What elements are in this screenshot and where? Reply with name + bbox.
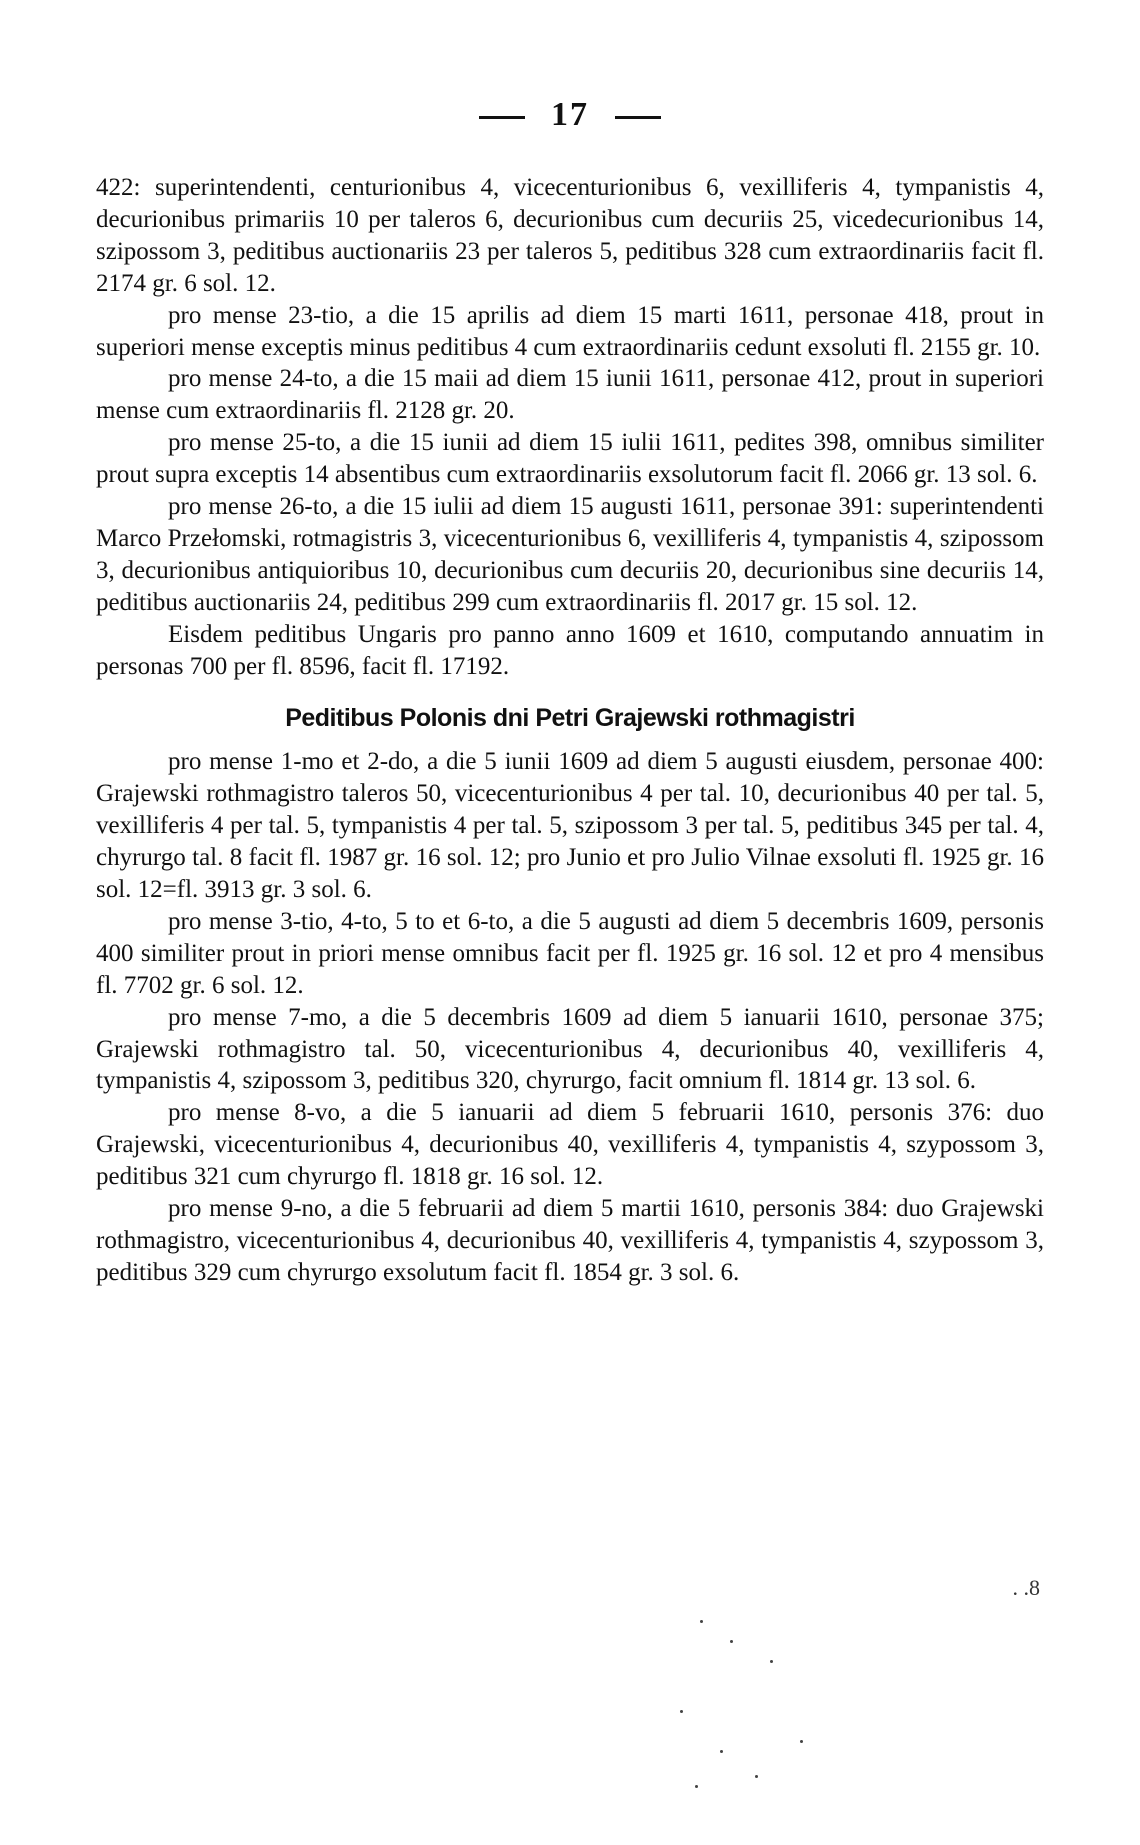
section-heading: Peditibus Polonis dni Petri Grajewski rothmagistri xyxy=(285,703,855,732)
paragraph: pro mense 3-tio, 4-to, 5 to et 6-to, a die 5 augusti ad diem 5 decembris 1609, personis 400 similiter prout in priori mense omnibus facit per fl. 1925 gr. 16 sol. 12 et pro 4 mensibus fl. 7702 gr. 6 sol. 12. xyxy=(96,907,1044,999)
folio-dash-right xyxy=(615,116,661,119)
folio-dash-left xyxy=(479,116,525,119)
paragraph: pro mense 23-tio, a die 15 aprilis ad diem 15 marti 1611, personae 418, prout in superiori mense exceptis minus peditibus 4 cum extraordinariis cedunt exsoluti fl. 2155 gr. 10. xyxy=(96,301,1044,361)
paragraph: pro mense 1-mo et 2-do, a die 5 iunii 1609 ad diem 5 augusti eiusdem, personae 400: Grajewski rothmagistro taleros 50, vicecenturionibus 4 per tal. 10, decurionibus 40 per tal. 5, vexilliferis 4 per tal. 5, tympanistis 4 per tal. 5, szipossom 3 per tal. 5, peditibus 345 per tal. 4, chyrurgo tal. 8 facit fl. 1987 gr. 16 sol. 12; pro Junio et pro Julio Vilnae exsoluti fl. 1925 gr. 16 sol. 12=fl. 3913 gr. 3 sol. 6. xyxy=(96,748,1044,904)
paragraph: pro mense 26-to, a die 15 iulii ad diem 15 augusti 1611, personae 391: superintendenti Marco Przełomski, rotmagistris 3, vicecenturionibus 6, vexilliferis 4, tympanistis 4, szipossom 3, decurionibus antiquioribus 10, decurionibus cum decuriis 20, decurionibus sine decuriis 14, peditibus auctionariis 24, peditibus 299 cum extraordinariis fl. 2017 gr. 15 sol. 12. xyxy=(96,493,1044,616)
paragraph: 422: superintendenti, centurionibus 4, vicecenturionibus 6, vexilliferis 4, tympanistis 4, decurionibus primariis 10 per taleros 6, decurionibus cum decuriis 25, vicedecurionibus 14, szipossom 3, peditibus auctionariis 23 per taleros 5, peditibus 328 cum extraordinariis facit fl. 2174 gr. 6 sol. 12. xyxy=(96,174,1044,297)
page-number xyxy=(0,96,1140,134)
page-number-text: 17 xyxy=(551,96,589,133)
paragraph: pro mense 25-to, a die 15 iunii ad diem 15 iulii 1611, pedites 398, omnibus similiter prout supra exceptis 14 absentibus cum extraordinariis exsolutorum facit fl. 2066 gr. 13 sol. 6. xyxy=(96,429,1044,489)
paragraph: pro mense 9-no, a die 5 februarii ad diem 5 martii 1610, personis 384: duo Grajewski rothmagistro, vicecenturionibus 4, decurionibus 40, vexilliferis 4, tympanistis 4, szypossom 3, peditibus 329 cum chyrurgo exsolutum facit fl. 1854 gr. 3 sol. 6. xyxy=(96,1195,1044,1286)
paragraph: pro mense 7-mo, a die 5 decembris 1609 ad diem 5 ianuarii 1610, personae 375; Grajewski rothmagistro tal. 50, vicecenturionibus 4, decurionibus 40, vexilliferis 4, tympanistis 4, szipossom 3, peditibus 320, chyrurgo, facit omnium fl. 1814 gr. 13 sol. 6. xyxy=(96,1003,1044,1095)
stray-mark: . .8 xyxy=(1012,1575,1040,1600)
paragraph: pro mense 24-to, a die 15 maii ad diem 15 iunii 1611, personae 412, prout in superiori mense cum extraordinariis fl. 2128 gr. 20. xyxy=(96,365,1044,425)
paragraph: Eisdem peditibus Ungaris pro panno anno 1609 et 1610, computando annuatim in personas 700 per fl. 8596, facit fl. 17192. xyxy=(96,620,1044,680)
page-body xyxy=(96,172,1044,1289)
paragraph: pro mense 8-vo, a die 5 ianuarii ad diem 5 februarii 1610, personis 376: duo Grajewski, vicecenturionibus 4, decurionibus 40, vexilliferis 4, tympanistis 4, szypossom 3, peditibus 321 cum chyrurgo fl. 1818 gr. 16 sol. 12. xyxy=(96,1099,1044,1191)
